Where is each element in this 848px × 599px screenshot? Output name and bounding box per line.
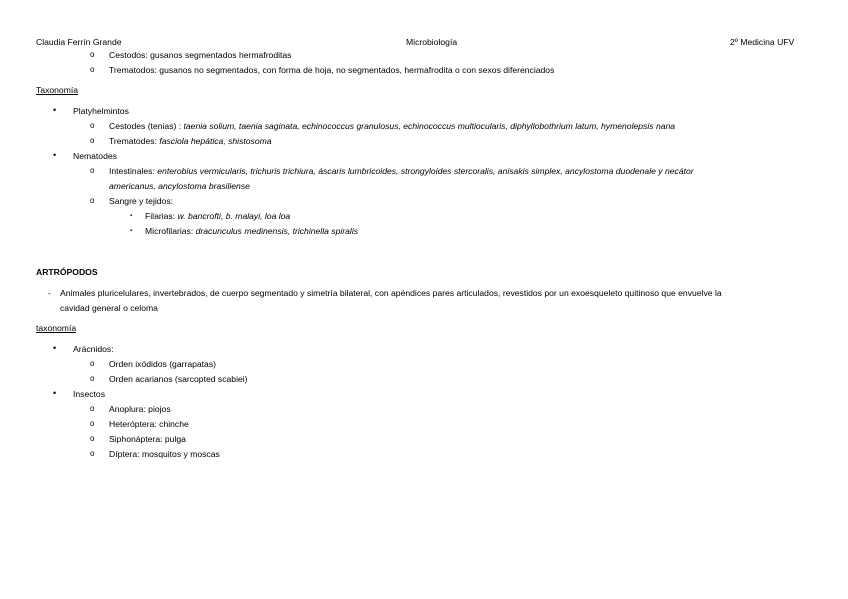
- list-item-siphonaptera: Siphonáptera: pulga: [109, 434, 186, 444]
- intestinales-species: enterobius vermicularis, trichuris trichiura, áscaris lumbricoides, strongyloides stercoralis, anisakis simplex, ancylostoma duodenale y necátor: [157, 166, 694, 176]
- circle-bullet: o: [90, 404, 95, 413]
- disc-bullet: •: [53, 150, 57, 160]
- filarias-species: w. bancrofti, b. malayi, loa loa: [177, 211, 291, 221]
- square-bullet: ▪: [130, 213, 133, 219]
- circle-bullet: o: [90, 374, 95, 383]
- circle-bullet: o: [90, 419, 95, 428]
- circle-bullet: o: [90, 449, 95, 458]
- list-item-diptera: Díptera: mosquitos y moscas: [109, 449, 220, 459]
- header-subject: Microbiología: [406, 37, 458, 47]
- list-item-intestinales: [109, 166, 694, 176]
- cestodes-label: Cestodes (tenias) :: [109, 121, 182, 131]
- list-item-insectos: Insectos: [73, 389, 106, 399]
- section-title-artropodos: ARTRÓPODOS: [36, 267, 98, 277]
- circle-bullet: o: [90, 50, 95, 59]
- artropodos-description-cont: cavidad general o celoma: [60, 303, 158, 313]
- trematodes-label: Trematodes:: [109, 136, 157, 146]
- list-item-heteroptera: Heteróptera: chinche: [109, 419, 189, 429]
- list-item-trematodos: Trematodos: gusanos no segmentados, con forma de hoja, no segmentados, hermafrodita o con sexos diferenciados: [109, 65, 555, 75]
- circle-bullet: o: [90, 65, 95, 74]
- circle-bullet: o: [90, 434, 95, 443]
- section-heading-taxonomia: Taxonomía: [36, 85, 79, 95]
- list-item-filarias: [145, 211, 290, 221]
- circle-bullet: o: [90, 166, 95, 175]
- microfilarias-label: Microfilarias:: [145, 226, 194, 236]
- list-item-cestodos: Cestodos: gusanos segmentados hermafroditas: [109, 50, 292, 60]
- list-item-trematodes: [109, 136, 272, 146]
- list-item-acarianos: Orden acarianos (sarcopted scabiei): [109, 374, 248, 384]
- list-item-nematodes: Nematodes: [73, 151, 117, 161]
- intestinales-species-cont: americanus, ancylostoma brasiliense: [109, 181, 250, 191]
- cestodes-species: taenia solium, taenia saginata, echinococcus granulosus, echinococcus multiocularis, diphyllobothrium latum, hymenolepsis nana: [183, 121, 676, 131]
- circle-bullet: o: [90, 136, 95, 145]
- microfilarias-species: dracunculus medinensis, trichinella spiralis: [195, 226, 359, 236]
- list-item-sangre-tejidos: Sangre y tejidos:: [109, 196, 174, 206]
- dash-bullet: -: [48, 288, 51, 298]
- list-item-platyhelmintos: Platyhelmintos: [73, 106, 129, 116]
- intestinales-label: Intestinales:: [109, 166, 155, 176]
- circle-bullet: o: [90, 196, 95, 205]
- filarias-label: Filarias:: [145, 211, 176, 221]
- header-author: Claudia Ferrín Grande: [36, 37, 122, 47]
- circle-bullet: o: [90, 121, 95, 130]
- disc-bullet: •: [53, 343, 57, 353]
- square-bullet: ▪: [130, 228, 133, 234]
- trematodes-species: fasciola hepática, shistosoma: [159, 136, 272, 146]
- list-item-anoplura: Anoplura: piojos: [109, 404, 171, 414]
- circle-bullet: o: [90, 359, 95, 368]
- disc-bullet: •: [53, 105, 57, 115]
- section-heading-taxonomia-2: taxonomía: [36, 323, 77, 333]
- header-course: 2º Medicina UFV: [730, 37, 795, 47]
- list-item-cestodes: [109, 121, 675, 131]
- list-item-ixodidos: Orden ixódidos (garrapatas): [109, 359, 216, 369]
- list-item-aracnidos: Arácnidos:: [73, 344, 114, 354]
- artropodos-description: Animales pluricelulares, invertebrados, de cuerpo segmentado y simetría bilateral, con apéndices pares articulados, revestidos por un exoesqueleto quitinoso que envuelve la: [60, 288, 722, 298]
- disc-bullet: •: [53, 388, 57, 398]
- list-item-microfilarias: [145, 226, 358, 236]
